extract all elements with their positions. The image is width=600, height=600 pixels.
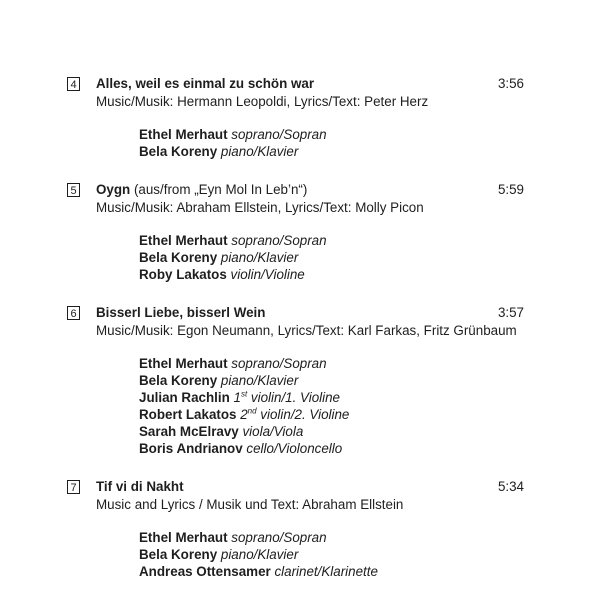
track-title: Tif vi di Nakht [96, 479, 184, 494]
performer-role [234, 390, 341, 405]
track-duration: 3:56 [497, 76, 524, 91]
track-number-box: 5 [67, 183, 80, 197]
performer-role-text: violin/2. Violine [256, 407, 350, 422]
track-subtitle: (aus/from „Eyn Mol In Leb’n“) [130, 182, 308, 197]
track-number-box: 7 [67, 480, 80, 494]
performer-name: Bela Koreny [139, 373, 218, 388]
ordinal-suffix: st [240, 389, 248, 399]
track-credit: Music and Lyrics / Musik und Text: Abraham Ellstein [96, 497, 404, 512]
performer [139, 406, 349, 423]
performer [139, 529, 378, 546]
performer-list [139, 232, 327, 283]
performer-role: piano/Klavier [220, 144, 299, 159]
performer [139, 389, 349, 406]
performer [139, 563, 378, 580]
performer-role: piano/Klavier [220, 547, 299, 562]
performer-role: cello/Violoncello [246, 441, 343, 456]
track-number-box: 6 [67, 306, 80, 320]
performer [139, 423, 349, 440]
performer [139, 372, 349, 389]
performer-name: Bela Koreny [139, 144, 218, 159]
performer [139, 546, 378, 563]
performer-name: Andreas Ottensamer [139, 564, 271, 579]
performer-name: Julian Rachlin [139, 390, 230, 405]
track-credit: Music/Musik: Abraham Ellstein, Lyrics/Text: Molly Picon [96, 200, 424, 215]
performer-name: Ethel Merhaut [139, 233, 228, 248]
ordinal: 1 [233, 390, 241, 405]
performer [139, 249, 327, 266]
performer-name: Robert Lakatos [139, 407, 237, 422]
performer-role-text: violin/1. Violine [247, 390, 341, 405]
track-number-box: 4 [67, 77, 80, 91]
performer-role: soprano/Sopran [231, 356, 327, 371]
performer-role [240, 407, 349, 422]
performer-name: Bela Koreny [139, 547, 218, 562]
track-title-line [96, 305, 265, 321]
performer-name: Boris Andrianov [139, 441, 243, 456]
performer-role: viola/Viola [242, 424, 304, 439]
ordinal-suffix: nd [247, 406, 257, 416]
track-title-line [96, 479, 184, 495]
performer [139, 266, 327, 283]
track-title-line [96, 182, 307, 198]
performer [139, 143, 327, 160]
performer-name: Ethel Merhaut [139, 530, 228, 545]
track-credit: Music/Musik: Hermann Leopoldi, Lyrics/Text: Peter Herz [96, 94, 429, 109]
track-title: Alles, weil es einmal zu schön war [96, 76, 315, 91]
performer [139, 440, 349, 457]
performer [139, 232, 327, 249]
track-title: Oygn [96, 182, 131, 197]
performer [139, 355, 349, 372]
track-title-line [96, 76, 314, 92]
performer [139, 126, 327, 143]
performer-name: Sarah McElravy [139, 424, 239, 439]
performer-name: Ethel Merhaut [139, 127, 228, 142]
performer-role: soprano/Sopran [231, 233, 327, 248]
performer-name: Bela Koreny [139, 250, 218, 265]
track-credit: Music/Musik: Egon Neumann, Lyrics/Text: Karl Farkas, Fritz Grünbaum [96, 323, 517, 338]
track-title: Bisserl Liebe, bisserl Wein [96, 305, 266, 320]
track-duration: 3:57 [497, 305, 524, 320]
track-duration: 5:34 [497, 479, 524, 494]
performer-list [139, 126, 327, 160]
performer-list [139, 355, 349, 457]
performer-name: Roby Lakatos [139, 267, 227, 282]
performer-role: clarinet/Klarinette [274, 564, 378, 579]
ordinal: 2 [240, 407, 248, 422]
performer-role: soprano/Sopran [231, 127, 327, 142]
performer-role: piano/Klavier [220, 250, 299, 265]
track-duration: 5:59 [497, 182, 524, 197]
performer-role: piano/Klavier [220, 373, 299, 388]
performer-role: violin/Violine [230, 267, 305, 282]
performer-name: Ethel Merhaut [139, 356, 228, 371]
performer-role: soprano/Sopran [231, 530, 327, 545]
performer-list [139, 529, 378, 580]
